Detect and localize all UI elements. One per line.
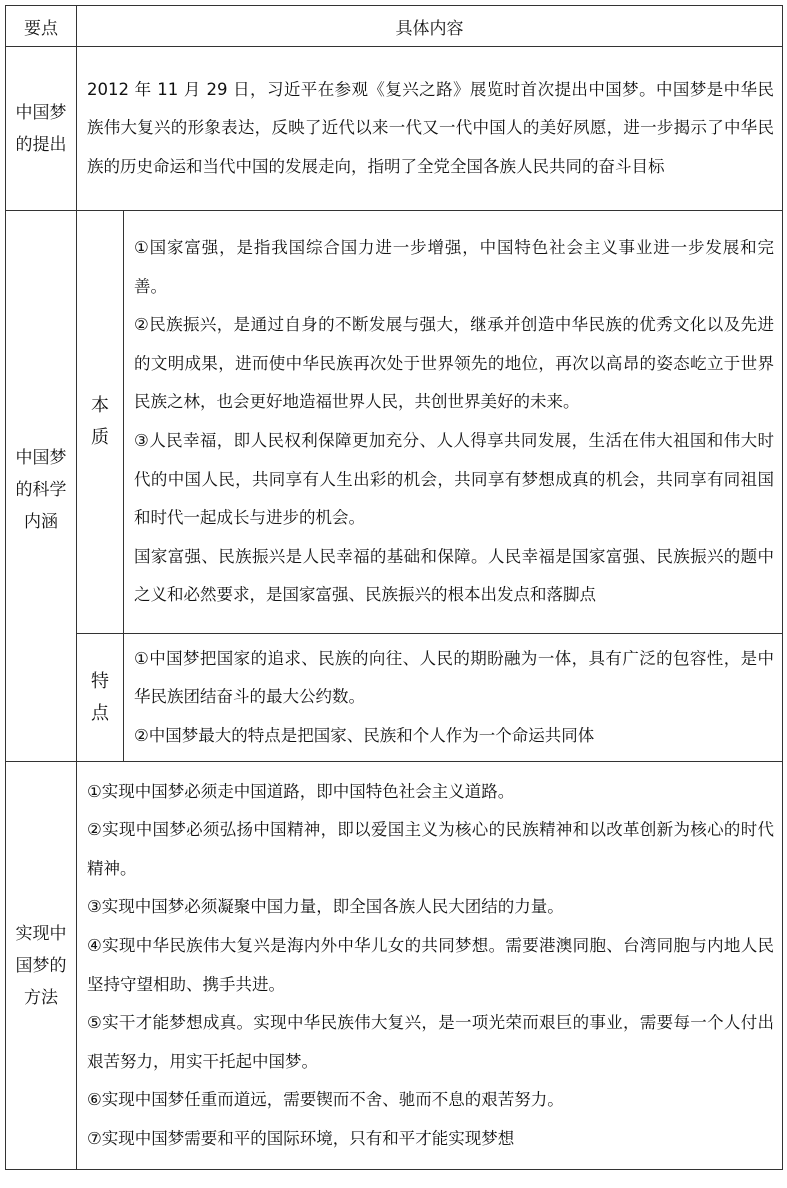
features-para-2: ②中国梦最大的特点是把国家、民族和个人作为一个命运共同体 (134, 725, 595, 745)
essence-para-3: ③人民幸福，即人民权利保障更加充分、人人得享共同发展，生活在伟大祖国和伟大时代的中国人民，共同享有人生出彩的机会，共同享有梦想成真的机会，共同享有同祖国和时代一起成长与进步的机会。 (134, 431, 774, 528)
key-methods (6, 762, 77, 1170)
content-essence (124, 211, 783, 634)
key-methods-line2: 国梦的 (15, 955, 67, 976)
content-features (124, 634, 783, 762)
essence-para-1: ①国家富强，是指我国综合国力进一步增强，中国特色社会主义事业进一步发展和完善。 (134, 238, 774, 296)
essence-para-4: 国家富强、民族振兴是人民幸福的基础和保障。人民幸福是国家富强、民族振兴的题中之义和必然要求，是国家富强、民族振兴的根本出发点和落脚点 (134, 546, 774, 605)
origin-text: 2012 年 11 月 29 日，习近平在参观《复兴之路》展览时首次提出中国梦。中国梦是中华民族伟大复兴的形象表达，反映了近代以来一代又一代中国人的美好夙愿，进一步揭示了中华民族的历史命运和当代中国的发展走向，指明了全党全国各族人民共同的奋斗目标 (87, 79, 774, 176)
label-essence-char2: 质 (91, 427, 109, 448)
row-features (6, 634, 783, 762)
key-connotation (6, 211, 77, 762)
row-origin (6, 47, 783, 211)
methods-para-6: ⑥实现中国梦任重而道远，需要锲而不舍、驰而不息的艰苦努力。 (87, 1090, 564, 1110)
label-essence-char1: 本 (91, 395, 109, 416)
key-origin-line2: 的提出 (15, 134, 67, 155)
methods-para-1: ①实现中国梦必须走中国道路，即中国特色社会主义道路。 (87, 781, 515, 801)
key-connotation-line1: 中国梦 (15, 448, 67, 468)
key-origin-line1: 中国梦 (15, 102, 67, 123)
content-methods (77, 762, 783, 1170)
header-content: 具体内容 (77, 6, 783, 47)
methods-para-5: ⑤实干才能梦想成真。实现中华民族伟大复兴，是一项光荣而艰巨的事业，需要每一个人付出艰苦努力，用实干托起中国梦。 (87, 1013, 774, 1071)
content-table (5, 5, 783, 1170)
methods-para-4: ④实现中华民族伟大复兴是海内外中华儿女的共同梦想。需要港澳同胞、台湾同胞与内地人民坚持守望相助、携手共进。 (87, 935, 774, 994)
key-connotation-line2: 的科学 (15, 480, 67, 500)
label-essence (77, 211, 124, 634)
label-features-char2: 点 (91, 702, 109, 724)
key-methods-line1: 实现中 (15, 923, 67, 944)
key-connotation-line3: 内涵 (24, 512, 58, 532)
row-methods (6, 762, 783, 1170)
features-para-1: ①中国梦把国家的追求、民族的向往、人民的期盼融为一体，具有广泛的包容性，是中华民族团结奋斗的最大公约数。 (134, 648, 774, 707)
content-origin (77, 47, 783, 211)
header-key: 要点 (6, 6, 77, 47)
label-features-char1: 特 (91, 670, 109, 692)
row-essence (6, 211, 783, 634)
essence-para-2: ②民族振兴，是通过自身的不断发展与强大，继承并创造中华民族的优秀文化以及先进的文明成果，进而使中华民族再次处于世界领先的地位，再次以高昂的姿态屹立于世界民族之林，也会更好地造福世界人民，共创世界美好的未来。 (134, 315, 774, 412)
methods-para-3: ③实现中国梦必须凝聚中国力量，即全国各族人民大团结的力量。 (87, 897, 564, 917)
key-origin (6, 47, 77, 211)
methods-para-7: ⑦实现中国梦需要和平的国际环境，只有和平才能实现梦想 (87, 1128, 515, 1148)
label-features (77, 634, 124, 762)
header-row (6, 6, 783, 47)
key-methods-line3: 方法 (24, 987, 58, 1008)
methods-para-2: ②实现中国梦必须弘扬中国精神，即以爱国主义为核心的民族精神和以改革创新为核心的时代精神。 (87, 820, 774, 878)
